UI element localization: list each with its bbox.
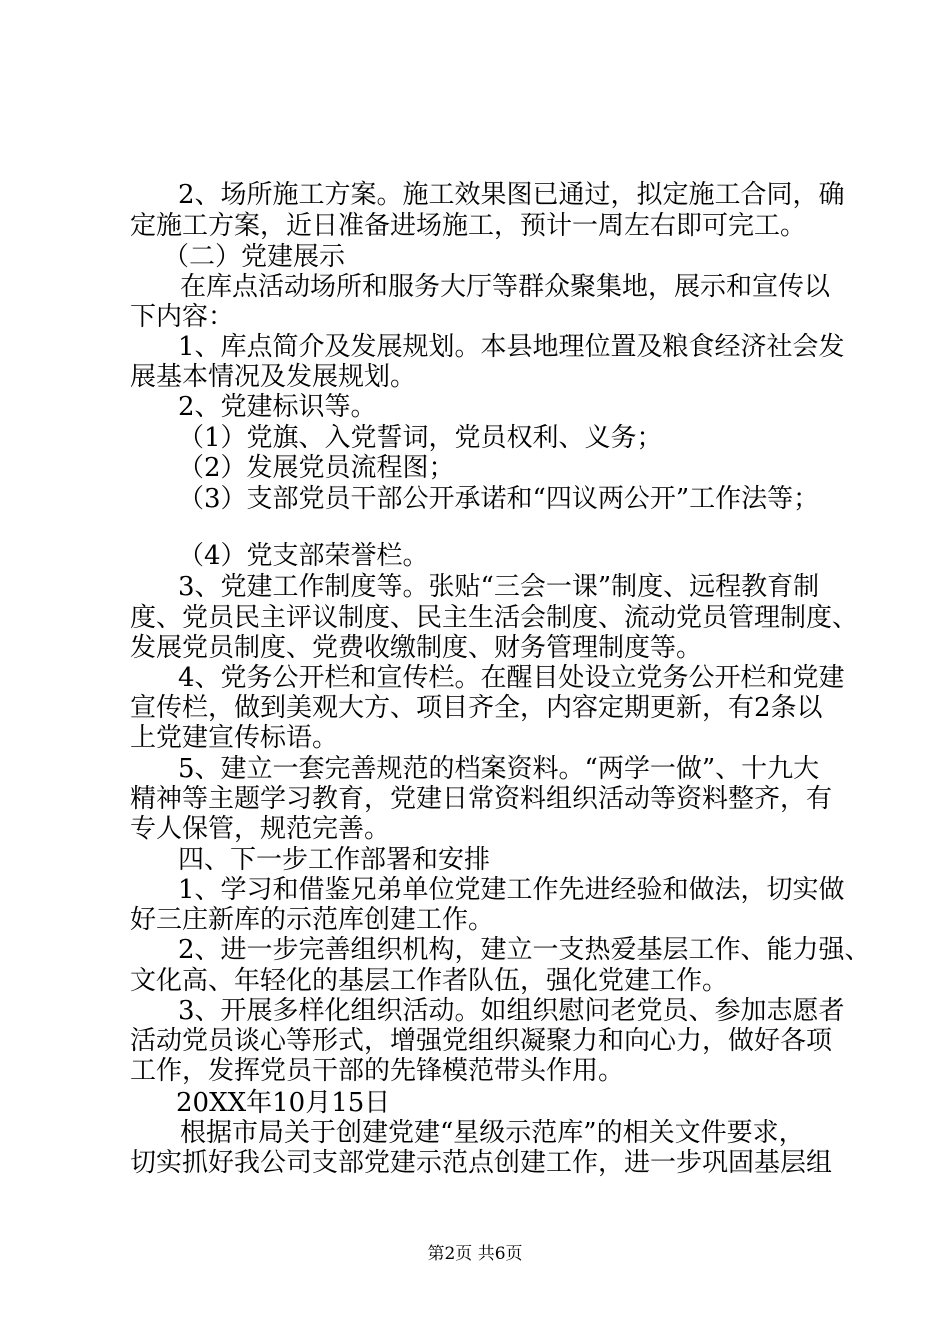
list-item: （1）党旗、入党誓词，党员权利、义务； <box>178 423 663 453</box>
section-heading: 四、下一步工作部署和安排 <box>178 845 491 875</box>
paragraph-line: 宣传栏，做到美观大方、项目齐全，内容定期更新，有2条以 <box>130 693 823 723</box>
paragraph-line: 专人保管，规范完善。 <box>130 814 391 844</box>
paragraph-line: 5、建立一套完善规范的档案资料。“两学一做”、十九大 <box>178 754 820 784</box>
paragraph-line: 文化高、年轻化的基层工作者队伍，强化党建工作。 <box>130 966 729 996</box>
date-line: 20XX年10月15日 <box>176 1088 391 1118</box>
page-number-footer: 第2页 共6页 <box>427 1244 523 1264</box>
list-item: （2）发展党员流程图； <box>178 453 455 483</box>
paragraph-line: 活动党员谈心等形式，增强党组织凝聚力和向心力，做好各项 <box>130 1026 833 1056</box>
paragraph-line: 根据市局关于创建党建“星级示范库”的相关文件要求， <box>180 1118 805 1148</box>
list-item: （3）支部党员干部公开承诺和“四议两公开”工作法等； <box>178 484 820 514</box>
paragraph-line: 度、党员民主评议制度、民主生活会制度、流动党员管理制度、 <box>130 603 859 633</box>
list-item: （4）党支部荣誉栏。 <box>178 541 429 571</box>
paragraph-line: 2、党建标识等。 <box>178 392 377 422</box>
paragraph-line: 定施工方案，近日准备进场施工，预计一周左右即可完工。 <box>130 211 807 241</box>
paragraph-line: 4、党务公开栏和宣传栏。在醒目处设立党务公开栏和党建 <box>178 663 845 693</box>
paragraph-line: 发展党员制度、党费收缴制度、财务管理制度等。 <box>130 633 703 663</box>
paragraph-line: 切实抓好我公司支部党建示范点创建工作，进一步巩固基层组 <box>130 1148 833 1178</box>
paragraph-line: 3、党建工作制度等。张贴“三会一课”制度、远程教育制 <box>178 572 820 602</box>
paragraph-line: 工作，发挥党员干部的先锋模范带头作用。 <box>130 1056 625 1086</box>
paragraph-line: 好三庄新库的示范库创建工作。 <box>130 905 495 935</box>
paragraph-line: 精神等主题学习教育，党建日常资料组织活动等资料整齐，有 <box>130 784 833 814</box>
paragraph-line: 1、学习和借鉴兄弟单位党建工作先进经验和做法，切实做 <box>178 875 845 905</box>
paragraph-line: 1、库点简介及发展规划。本县地理位置及粮食经济社会发 <box>178 332 845 362</box>
paragraph-line: 展基本情况及发展规划。 <box>130 362 417 392</box>
paragraph-line: 在库点活动场所和服务大厅等群众聚集地，展示和宣传以 <box>180 272 831 302</box>
paragraph-line: 2、场所施工方案。施工效果图已通过，拟定施工合同，确 <box>178 180 845 210</box>
paragraph-line: 2、进一步完善组织机构，建立一支热爱基层工作、能力强、 <box>178 935 871 965</box>
paragraph-line: 3、开展多样化组织活动。如组织慰问老党员、参加志愿者 <box>178 996 845 1026</box>
paragraph-line: 上党建宣传标语。 <box>130 723 339 753</box>
section-heading: （二）党建展示 <box>163 242 346 272</box>
paragraph-line: 下内容： <box>130 302 235 332</box>
